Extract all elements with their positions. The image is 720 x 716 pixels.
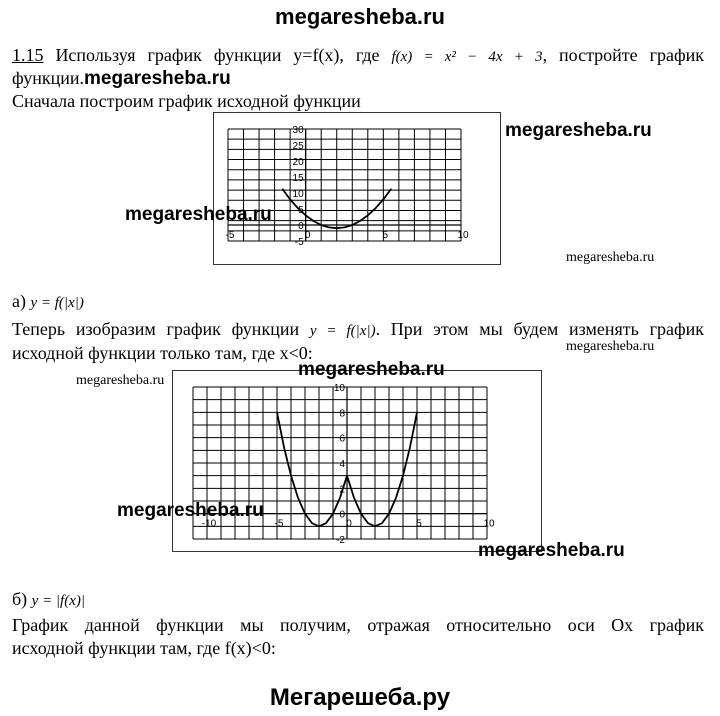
chart-2-frame [172, 370, 542, 552]
x-tick-label: -10 [201, 518, 217, 530]
part-a-formula: y = f(|x|) [30, 295, 84, 311]
watermark-overlay: megaresheba.ru [84, 68, 231, 89]
part-a-text-2: . При этом мы будем изменять график [375, 319, 705, 339]
watermark-small: megaresheba.ru [566, 250, 655, 265]
data-point [367, 523, 368, 524]
chart-1 [214, 113, 500, 264]
data-point [360, 513, 361, 514]
data-point [367, 215, 368, 216]
data-point [352, 224, 353, 225]
data-point [409, 447, 410, 448]
x-tick-label: 5 [416, 518, 422, 530]
y-tick-label: 2 [339, 484, 345, 496]
data-point [332, 513, 333, 514]
y-tick-label: 6 [339, 433, 345, 445]
y-tick-label: -5 [294, 237, 304, 248]
data-point [290, 199, 291, 200]
watermark-small: megaresheba.ru [76, 373, 165, 388]
y-tick-label: 0 [339, 509, 345, 521]
intro-text: Сначала построим график исходной функции [12, 91, 361, 111]
part-a-formula-inline: y = f(|x|) [309, 323, 376, 339]
data-point [336, 228, 337, 229]
data-point [359, 220, 360, 221]
task-number: 1.15 [12, 45, 44, 65]
watermark-overlay: megaresheba.ru [478, 540, 625, 561]
part-a-label: а) [12, 291, 26, 311]
data-point [290, 475, 291, 476]
data-point [276, 412, 277, 413]
part-a-text-3: исходной функции только там, где x<0: [12, 343, 313, 363]
footer-watermark: Мегарешеба.ру [269, 684, 451, 711]
part-b-formula: y = |f(x)| [31, 593, 85, 609]
data-point [416, 412, 417, 413]
y-tick-label: -2 [336, 535, 345, 546]
y-tick-label: 0 [298, 221, 304, 232]
data-point [311, 523, 312, 524]
part-b-line-2 [12, 637, 704, 659]
x-tick-label: 0 [346, 518, 352, 530]
task-text-3: функции. [12, 68, 84, 88]
data-point [391, 188, 392, 189]
data-point [353, 497, 354, 498]
watermark-overlay: megaresheba.ru [298, 359, 445, 380]
y-tick-label: 25 [292, 141, 304, 152]
data-point [328, 227, 329, 228]
data-point [375, 208, 376, 209]
x-tick-label: 5 [382, 230, 389, 241]
x-tick-label: 10 [483, 518, 495, 530]
task-text-1: Используя график функции y=f(x), где [55, 45, 380, 65]
part-a-heading [12, 290, 704, 314]
data-point [304, 513, 305, 514]
task-text-2: , постройте график [542, 45, 704, 65]
data-point [383, 199, 384, 200]
watermark-overlay: megaresheba.ru [505, 120, 652, 141]
data-point [344, 227, 345, 228]
task-formula: f(x) = x² − 4x + 3 [391, 49, 543, 65]
data-point [325, 523, 326, 524]
part-b-line-1 [12, 614, 704, 636]
data-point [297, 497, 298, 498]
x-tick-label: 0 [304, 230, 311, 241]
data-point [297, 208, 298, 209]
data-point [388, 513, 389, 514]
data-point [313, 220, 314, 221]
part-b-text-2: исходной функции там, где f(x)<0: [12, 638, 276, 658]
x-tick-label: -5 [274, 518, 284, 530]
data-point [381, 523, 382, 524]
task-line-1 [12, 44, 704, 68]
data-point [339, 497, 340, 498]
part-b-label: б) [12, 589, 28, 609]
watermark-small: megaresheba.ru [566, 339, 655, 354]
data-point [374, 526, 375, 527]
x-tick-label: -5 [225, 230, 235, 241]
chart-1-frame [213, 112, 501, 265]
header-watermark: megaresheba.ru [275, 4, 445, 29]
part-a-text-1: Теперь изобразим график функции [12, 319, 300, 339]
watermark-overlay: megaresheba.ru [117, 500, 264, 521]
part-b-heading [12, 588, 704, 612]
y-tick-label: 15 [292, 173, 304, 184]
y-tick-label: 20 [292, 157, 304, 168]
data-point [283, 447, 284, 448]
y-tick-label: 8 [339, 408, 345, 420]
y-tick-label: 5 [298, 205, 304, 216]
data-point [305, 215, 306, 216]
x-tick-label: 10 [457, 230, 469, 241]
y-tick-label: 10 [292, 189, 304, 200]
data-point [346, 475, 347, 476]
data-point [321, 224, 322, 225]
data-point [282, 188, 283, 189]
part-b-text-1: График данной функции мы получим, отражая относительно оси Ox график [12, 615, 704, 635]
data-point [318, 526, 319, 527]
data-point [395, 497, 396, 498]
chart-2 [173, 371, 541, 551]
y-tick-label: 4 [339, 459, 345, 470]
data-point [402, 475, 403, 476]
watermark-overlay: megaresheba.ru [125, 204, 272, 225]
y-tick-label: 30 [292, 125, 304, 136]
y-tick-label: 10 [333, 383, 345, 394]
